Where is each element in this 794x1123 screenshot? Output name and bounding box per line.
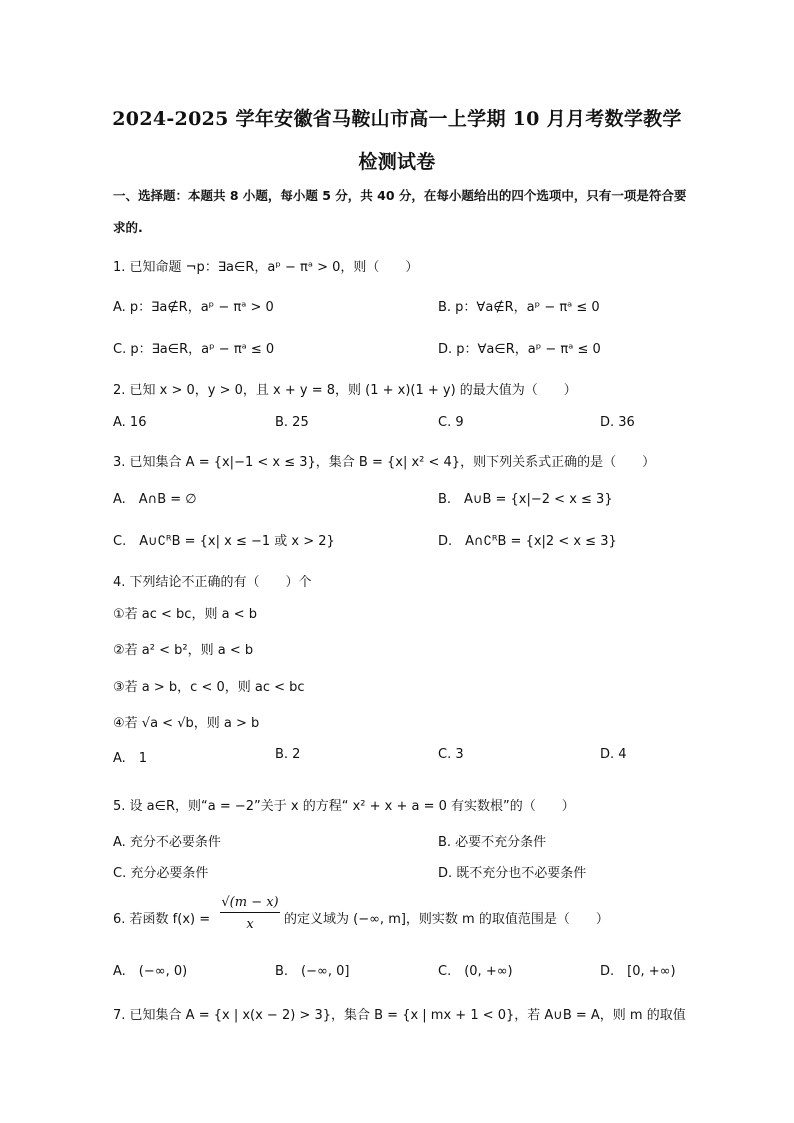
question-5-option-b[interactable]: B. 必要不充分条件: [438, 835, 547, 850]
question-2-option-b[interactable]: B. 25: [275, 415, 309, 430]
question-6-fraction-denominator: x: [246, 917, 254, 932]
question-4-statement-4: ④若 √a < √b，则 a > b: [113, 716, 260, 731]
question-2-option-a[interactable]: A. 16: [113, 415, 147, 430]
question-5-stem: 5. 设 a∈R，则“a = −2”关于 x 的方程“ x² + x + a = 0 有实数根”的（ ）: [113, 799, 575, 814]
question-3-options-row-1: [0, 488, 794, 508]
question-3-stem: 3. 已知集合 A = {x|−1 < x ≤ 3}，集合 B = {x| x² < 4}，则下列关系式正确的是（ ）: [113, 455, 656, 470]
question-2-option-d[interactable]: D. 36: [600, 415, 635, 430]
question-7-stem: 7. 已知集合 A = {x | x(x − 2) > 3}，集合 B = {x | mx + 1 < 0}，若 A∪B = A，则 m 的取值: [113, 1008, 686, 1023]
question-5-options-row-1: [0, 831, 794, 851]
question-4-option-b[interactable]: B. 2: [275, 747, 301, 762]
question-6-option-d[interactable]: D. [0, +∞): [600, 964, 676, 979]
question-4-stem: 4. 下列结论不正确的有（ ）个: [113, 575, 312, 590]
question-6-options-row: [0, 960, 794, 980]
question-5-options-row-2: [0, 862, 794, 882]
question-5-option-c[interactable]: C. 充分必要条件: [113, 866, 209, 881]
question-6-fraction: [220, 895, 280, 932]
question-4-statement-3: ③若 a > b，c < 0，则 ac < bc: [113, 680, 305, 695]
exam-title-line-2: 检测试卷: [358, 151, 436, 173]
question-3-option-b[interactable]: B. A∪B = {x|−2 < x ≤ 3}: [438, 492, 613, 507]
exam-title-line-1: 2024-2025 学年安徽省马鞍山市高一上学期 10 月月考数学教学: [112, 108, 682, 130]
question-1-option-c[interactable]: C. p：∃a∈R，aᵖ − πᵃ ≤ 0: [113, 342, 275, 357]
question-2-option-c[interactable]: C. 9: [438, 415, 464, 430]
question-6-option-a[interactable]: A. (−∞, 0): [113, 964, 188, 979]
question-4-statement-1: ①若 ac < bc，则 a < b: [113, 607, 257, 622]
question-4-option-d[interactable]: D. 4: [600, 747, 627, 762]
question-6-stem-after: 的定义域为 (−∞, m]，则实数 m 的取值范围是（ ）: [284, 912, 609, 927]
question-6-fraction-numerator: √(m − x): [220, 895, 280, 913]
question-1-option-d[interactable]: D. p：∀a∈R，aᵖ − πᵃ ≤ 0: [438, 342, 601, 357]
question-2-options-row: [0, 415, 794, 435]
question-6-stem-before: 6. 若函数 f(x) =: [113, 912, 211, 927]
question-3-options-row-2: [0, 530, 794, 550]
question-6-option-b[interactable]: B. (−∞, 0]: [275, 964, 350, 979]
question-4-options-row: [0, 747, 794, 767]
question-3-option-a[interactable]: A. A∩B = ∅: [113, 492, 197, 507]
question-4-option-c[interactable]: C. 3: [438, 747, 464, 762]
question-5-option-d[interactable]: D. 既不充分也不必要条件: [438, 866, 587, 881]
section-heading: 一、选择题：本题共 8 小题，每小题 5 分，共 40 分，在每小题给出的四个选项中，只有一项是符合要求的.: [113, 188, 687, 235]
question-1-options-row-2: [0, 338, 794, 358]
question-1-options-row-1: [0, 296, 794, 316]
question-1-option-b[interactable]: B. p：∀a∉R，aᵖ − πᵃ ≤ 0: [438, 300, 600, 315]
question-3-option-d[interactable]: D. A∩∁ᴿB = {x|2 < x ≤ 3}: [438, 534, 617, 549]
question-4-statement-2: ②若 a² < b²，则 a < b: [113, 643, 254, 658]
question-5-option-a[interactable]: A. 充分不必要条件: [113, 835, 221, 850]
question-1-option-a[interactable]: A. p：∃a∉R，aᵖ − πᵃ > 0: [113, 300, 274, 315]
question-2-stem: 2. 已知 x > 0，y > 0，且 x + y = 8，则 (1 + x)(1 + y) 的最大值为（ ）: [113, 383, 577, 398]
question-3-option-c[interactable]: C. A∪∁ᴿB = {x| x ≤ −1 或 x > 2}: [113, 534, 335, 549]
question-6-option-c[interactable]: C. (0, +∞): [438, 964, 513, 979]
question-1-stem: 1. 已知命题 ¬p：∃a∈R，aᵖ − πᵃ > 0，则（ ）: [113, 260, 419, 275]
question-4-option-a[interactable]: A. 1: [113, 751, 148, 766]
